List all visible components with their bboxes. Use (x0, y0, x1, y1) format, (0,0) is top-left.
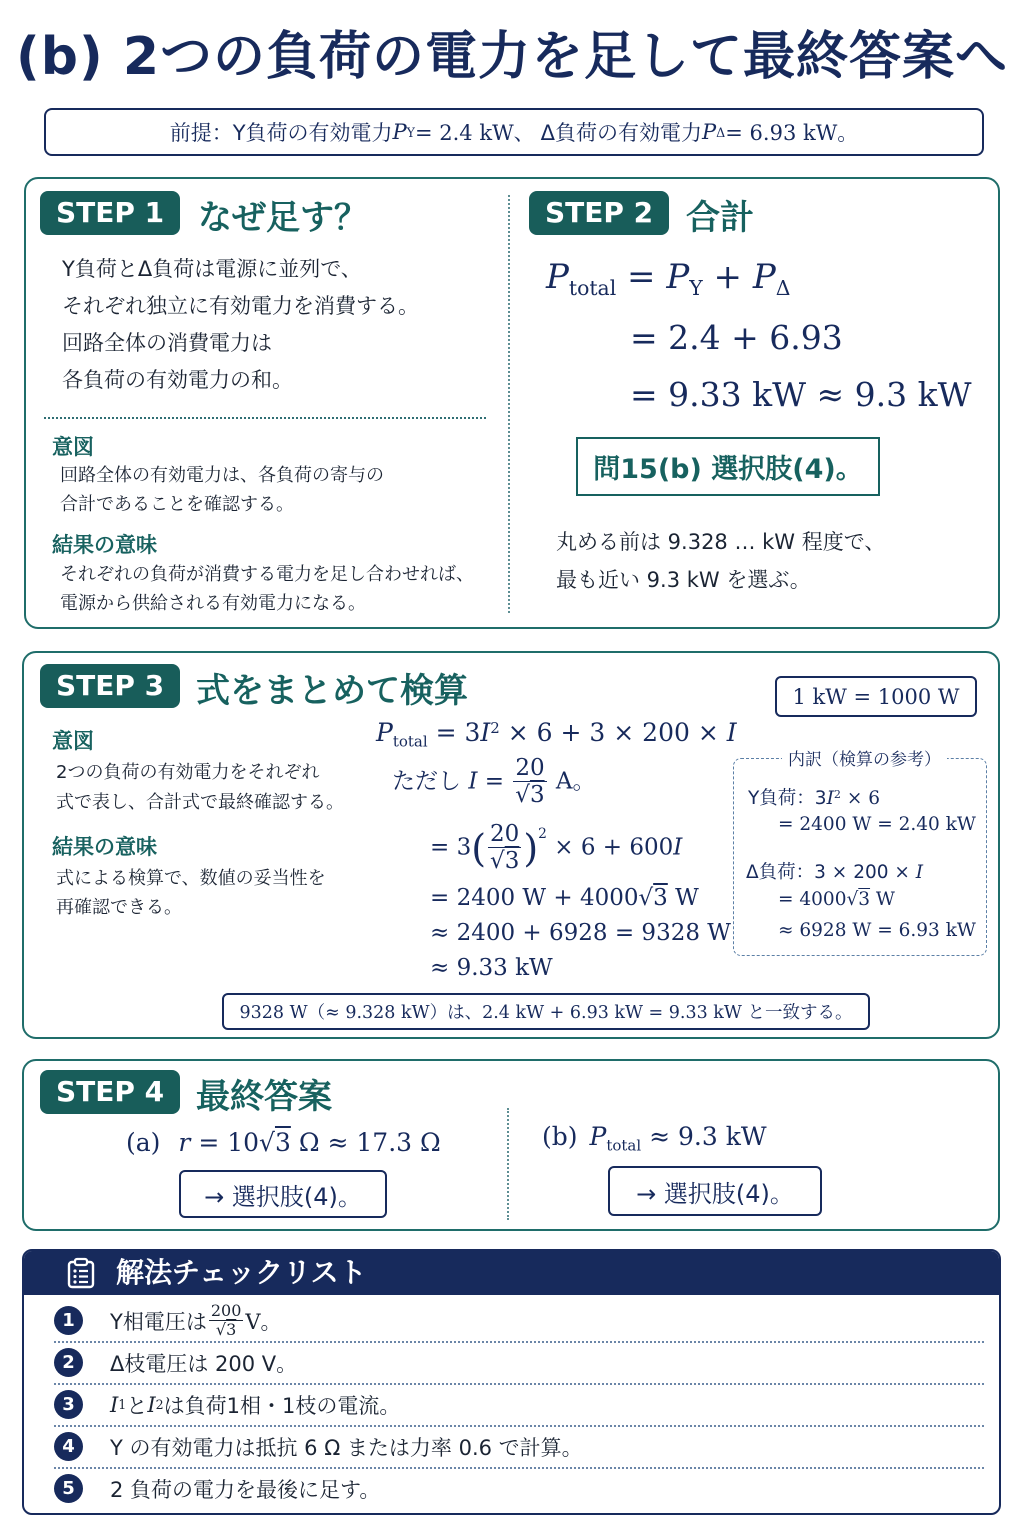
step3-summary-box: 9328 W（≈ 9.328 kW）は、2.4 kW + 6.93 kW = 9.33 kW と一致する。 (222, 993, 870, 1030)
checklist-number-5: 5 (54, 1474, 83, 1503)
step3-f1-lhs: P (376, 718, 393, 747)
checklist-text-1-root: 3 (226, 1319, 237, 1339)
checklist-text-3 (110, 1383, 400, 1426)
step2-eq1-lhs: P (546, 257, 569, 297)
step4-answer-b (542, 1122, 767, 1154)
step2-eq1-plus: + (702, 257, 753, 297)
step3-bd-d-text: Δ負荷：3 × 200 × (746, 862, 916, 883)
step3-breakdown-y-label (748, 784, 880, 810)
step4-b-sub: total (606, 1136, 642, 1155)
step3-f3-root: 3 (504, 848, 520, 875)
step4-b-eq: ≈ 9.3 kW (641, 1122, 767, 1151)
step3-f3-current: I (673, 834, 683, 861)
checklist-item-1 (24, 1299, 999, 1342)
page-title: (b) 2つの負荷の電力を足して最終答案へ (15, 27, 1009, 87)
step2-eq1-equals: = (616, 257, 667, 297)
step4-badge: STEP 4 (40, 1070, 180, 1114)
step4-b-symbol: P (589, 1122, 607, 1151)
step3-f2-fraction (513, 756, 546, 809)
step3-f3-rest: × 6 + 600 (546, 834, 674, 861)
step4-a-label: (a) (126, 1128, 161, 1157)
step3-bd-d-val1-root: 3 (858, 889, 871, 910)
step3-f2-root: 3 (529, 782, 545, 809)
step3-f1-current-2: I (726, 718, 737, 747)
step3-f2-numerator: 20 (515, 755, 545, 781)
step3-f1-eq: = 3 (427, 718, 481, 747)
step3-meaning-label: 結果の意味 (52, 835, 157, 859)
checklist-text-4: Y の有効電力は抵抗 6 Ω または力率 0.6 で計算。 (110, 1435, 583, 1460)
checklist-text-3-i2: I (147, 1392, 156, 1417)
step4-a-symbol: r (178, 1128, 191, 1157)
checklist-header (24, 1251, 999, 1295)
step2-note-line-1: 丸める前は 9.328 … kW 程度で、 (556, 530, 886, 554)
step3-breakdown-delta-value-1: = 4000√3 W (778, 889, 895, 910)
step4-choice-a: → 選択肢(4)。 (179, 1170, 387, 1218)
step3-intent-line-2: 式で表し、合計式で最終確認する。 (56, 792, 344, 813)
clipboard-list-icon (66, 1257, 96, 1293)
checklist-number-4: 4 (54, 1432, 83, 1461)
step3-breakdown-y-value: = 2400 W = 2.40 kW (778, 814, 976, 835)
step4-answer-a: (a) r = 10√3 Ω ≈ 17.3 Ω (126, 1128, 441, 1157)
checklist-text-1-fraction (209, 1302, 244, 1339)
step3-unit-box: 1 kW = 1000 W (775, 676, 977, 717)
step3-bd-y-rest: × 6 (840, 788, 880, 809)
step1-heading: なぜ足す？ (198, 198, 368, 238)
step3-f3-power: 2 (538, 825, 547, 842)
step2-equation-2: = 2.4 + 6.93 (630, 318, 843, 357)
checklist-text-1-numerator: 200 (210, 1301, 242, 1320)
checklist-number-3: 3 (54, 1390, 83, 1419)
step2-eq1-term-a: P (666, 257, 690, 297)
step4-separator (507, 1108, 509, 1220)
step2-equation-3: = 9.33 kW ≈ 9.3 kW (630, 375, 972, 414)
checklist-text-1-suffix: V。 (245, 1309, 282, 1334)
step4-a-eq-a: = 10 (190, 1128, 260, 1157)
checklist-text-3-i2-sub: 2 (155, 1397, 164, 1412)
step2-badge: STEP 2 (529, 191, 669, 235)
step4-a-root: 3 (274, 1128, 291, 1157)
premise-box (44, 108, 984, 156)
step3-f3-denominator: √3 (490, 848, 520, 875)
step3-f2-unit: A。 (548, 768, 596, 795)
checklist-text-2: Δ枝電圧は 200 V。 (110, 1351, 298, 1376)
step1-intent-label: 意図 (52, 435, 94, 459)
checklist-title: 解法チェックリスト (116, 1256, 367, 1289)
step3-meaning-line-2: 再確認できる。 (56, 897, 182, 918)
step3-formula-5: ≈ 2400 + 6928 = 9328 W (430, 920, 731, 946)
step1-meaning-line-2: 電源から供給される有効電力になる。 (60, 593, 366, 614)
step2-eq1-lhs-sub: total (568, 276, 617, 301)
step3-formula-3: = 3( $\frac{20}{√3}$ )$^2$ × 6 + 600I (430, 821, 683, 875)
step3-f1-rest: × 6 + 3 × 200 × (499, 718, 727, 747)
step3-f4-b: W (667, 885, 699, 911)
premise-lead: 前提：Y負荷の有効電力 (169, 121, 393, 145)
checklist-text-1 (110, 1299, 282, 1342)
step3-formula-6: ≈ 9.33 kW (430, 955, 553, 981)
step1-meaning-label: 結果の意味 (52, 533, 157, 557)
step3-formula-2 (392, 756, 596, 809)
step3-bd-y-square: 2 (833, 787, 841, 801)
checklist-number-1: 1 (54, 1306, 83, 1335)
checklist-text-3-rest: は負荷1相・1枝の電流。 (163, 1393, 401, 1418)
checklist-panel (22, 1249, 1001, 1515)
step2-answer-box: 問15(b) 選択肢(4)。 (576, 437, 880, 496)
step3-bd-y-current: I (826, 788, 834, 809)
checklist-item-3 (24, 1383, 999, 1426)
checklist-text-3-i1-sub: 1 (118, 1397, 127, 1412)
step1-body-line-4: 各負荷の有効電力の和。 (62, 368, 293, 392)
checklist-item-2 (24, 1341, 999, 1384)
step3-f2-lead: ただし (392, 768, 469, 795)
step3-f1-square: 2 (490, 718, 500, 737)
step1-divider (44, 417, 486, 419)
step2-note-line-2: 最も近い 9.3 kW を選ぶ。 (556, 568, 811, 592)
step4-heading: 最終答案 (196, 1077, 332, 1117)
step3-breakdown-delta-label (746, 858, 923, 884)
step3-f2-current: I (468, 768, 478, 795)
step1-intent-line-1: 回路全体の有効電力は、各負荷の寄与の (60, 465, 384, 486)
step3-bd-y-text: Y負荷：3 (748, 788, 827, 809)
step1-body-line-3: 回路全体の消費電力は (62, 331, 272, 355)
step2-eq1-term-b-sub: Δ (775, 276, 791, 301)
step2-equation-1 (546, 257, 790, 300)
step1-badge: STEP 1 (40, 191, 180, 235)
step2-eq1-term-a-sub: Y (689, 276, 703, 301)
checklist-text-1-denominator: √3 (215, 1319, 237, 1339)
premise-py-symbol: P (392, 120, 407, 144)
checklist-text-1-lead: Y相電圧は (110, 1309, 207, 1334)
checklist-item-4 (24, 1425, 999, 1468)
step3-f1-lhs-sub: total (392, 732, 428, 751)
step1-body-line-2: それぞれ独立に有効電力を消費する。 (62, 294, 419, 318)
step3-meaning-line-1: 式による検算で、数値の妥当性を (56, 868, 326, 889)
step1-body-line-1: Y負荷とΔ負荷は電源に並列で、 (62, 257, 362, 281)
step3-f4-a: = 2400 W + 4000 (430, 885, 639, 911)
checklist-text-3-i1: I (110, 1392, 119, 1417)
checklist-text-3-mid: と (126, 1393, 148, 1418)
premise-pd-sub: Δ (716, 124, 726, 140)
step3-intent-line-1: 2つの負荷の有効電力をそれぞれ (56, 762, 320, 783)
checklist-text-5: 2 負荷の電力を最後に足す。 (110, 1477, 381, 1502)
step3-f3-fraction (488, 822, 521, 875)
step3-intent-label: 意図 (52, 729, 94, 753)
step3-bd-d-val1-a: = 4000 (778, 889, 847, 910)
step1-step2-separator (508, 195, 510, 613)
premise-py-value: = 2.4 kW、 (415, 121, 535, 145)
step3-f4-root: 3 (653, 885, 668, 911)
step3-heading: 式をまとめて検算 (196, 671, 468, 711)
step3-bd-d-val1-b: W (870, 889, 895, 910)
premise-delta-lead: Δ負荷の有効電力 (540, 121, 703, 145)
step2-heading: 合計 (686, 198, 754, 238)
step3-breakdown-delta-value-2: ≈ 6928 W = 6.93 kW (778, 920, 976, 941)
step3-bd-d-current: I (915, 862, 924, 883)
step3-f2-denominator: √3 (515, 782, 545, 809)
checklist-number-2: 2 (54, 1348, 83, 1377)
step3-f3-lead: = 3 (430, 834, 472, 861)
premise-py-sub: Y (406, 124, 415, 140)
step1-meaning-line-1: それぞれの負荷が消費する電力を足し合わせれば、 (60, 564, 474, 585)
premise-pd-symbol: P (702, 120, 717, 144)
step2-eq1-term-b: P (752, 257, 776, 297)
step4-choice-b: → 選択肢(4)。 (608, 1166, 822, 1216)
step3-f3-numerator: 20 (490, 821, 520, 847)
premise-pd-value: = 6.93 kW。 (725, 121, 859, 145)
step3-formula-1 (376, 718, 737, 750)
step1-intent-line-2: 合計であることを確認する。 (60, 494, 294, 515)
step3-f2-eq: = (477, 768, 512, 795)
step3-badge: STEP 3 (40, 664, 180, 708)
step4-a-eq-b: Ω ≈ 17.3 Ω (290, 1128, 441, 1157)
step4-b-label: (b) (542, 1122, 578, 1151)
step3-formula-4: = 2400 W + 4000√3 W (430, 885, 699, 911)
step3-f1-current: I (480, 718, 491, 747)
checklist-item-5 (24, 1467, 999, 1510)
step3-breakdown-title: 内訳（検算の参考） (782, 745, 947, 770)
